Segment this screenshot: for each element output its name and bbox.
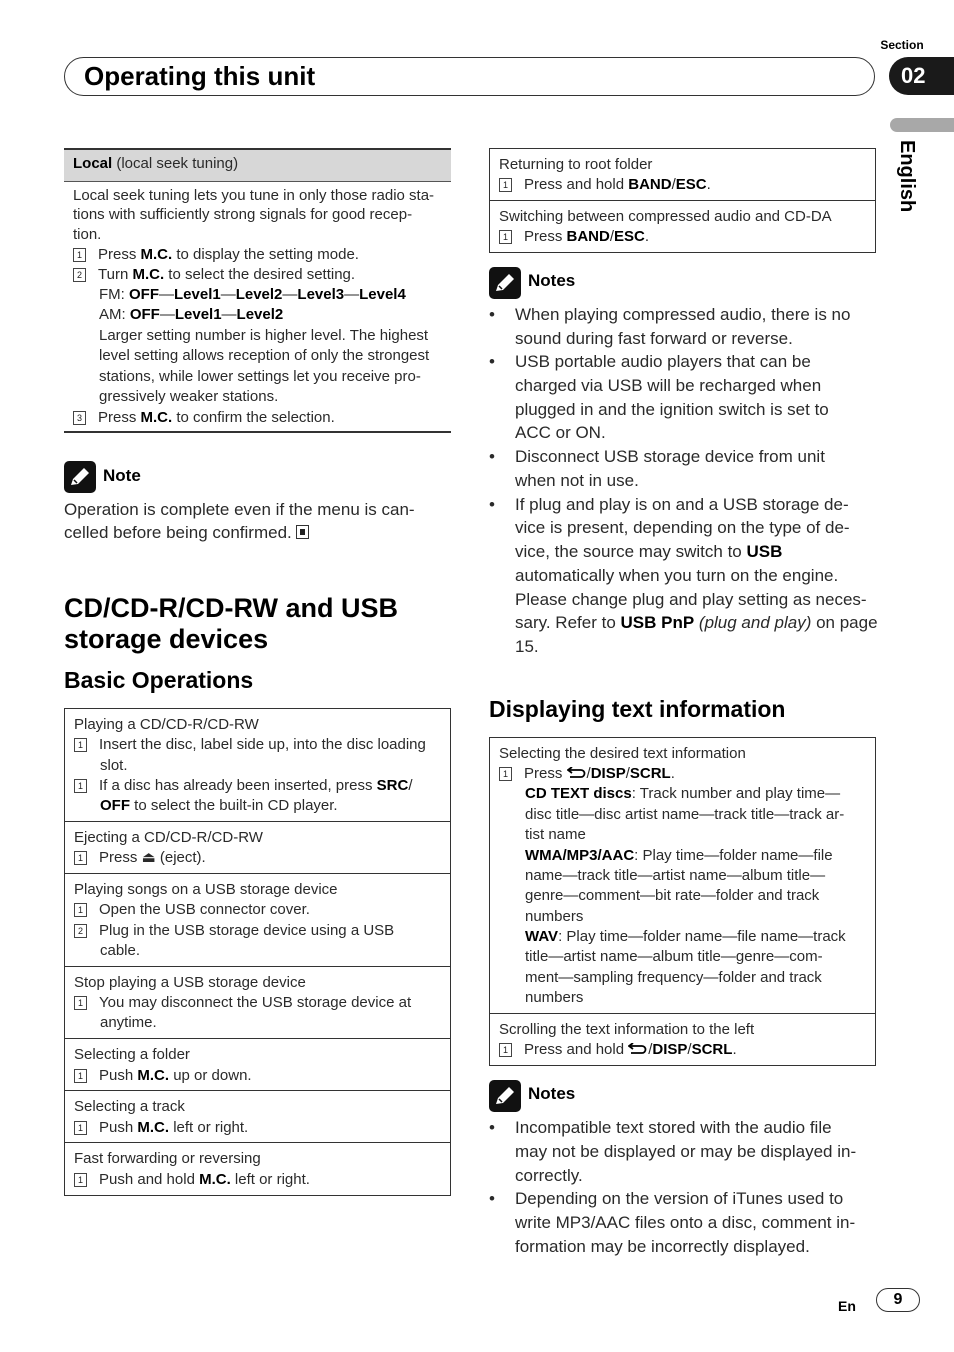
- cdtext-line-2: disc title—disc artist name—track title—track ar-: [525, 806, 845, 823]
- play-cd-step-1b-cont: OFF to select the built-in CD player.: [100, 797, 338, 814]
- local-step-2: 2 Turn M.C. to select the desired setting.: [73, 265, 355, 285]
- wav-line-2: title—artist name—album title—genre—com-: [525, 948, 823, 965]
- bullet: •: [489, 1189, 495, 1208]
- notes2-b2-line-2: write MP3/AAC files onto a disc, comment in-: [515, 1213, 856, 1232]
- bullet: •: [489, 305, 495, 324]
- notes2-b1-line-2: may not be displayed or may be displayed in-: [515, 1142, 857, 1161]
- wma-line-4: numbers: [525, 908, 584, 925]
- notes1-b1-line-2: sound during fast forward or reverse.: [515, 329, 793, 348]
- bullet: •: [489, 495, 495, 514]
- notes2-b1-line-1: Incompatible text stored with the audio file: [515, 1118, 832, 1137]
- notes1-b3-line-1: Disconnect USB storage device from unit: [515, 447, 825, 466]
- row-separator: [64, 1142, 451, 1143]
- row-separator: [64, 1090, 451, 1091]
- wma-line-2: name—track title—artist name—album title—: [525, 867, 826, 884]
- language-label: English: [896, 140, 918, 213]
- local-desc-line-3: tion.: [73, 226, 102, 243]
- notes1-b4-line-3: vice, the source may switch to USB: [515, 542, 783, 561]
- notes-title: Notes: [528, 271, 576, 290]
- root-folder-heading: Returning to root folder: [499, 156, 653, 173]
- bullet: •: [489, 447, 495, 466]
- play-cd-step-1b: 1 If a disc has already been inserted, press SRC/: [74, 776, 413, 796]
- notes1-b3-line-2: when not in use.: [515, 471, 639, 490]
- cd-section-title-line-2: storage devices: [64, 624, 269, 654]
- page-number: 9: [876, 1288, 920, 1312]
- displaying-text-heading: Displaying text information: [489, 696, 786, 722]
- usb-heading: Playing songs on a USB storage device: [74, 881, 338, 898]
- bullet: •: [489, 352, 495, 371]
- select-text-step-1: 1 Press /DISP/SCRL.: [499, 764, 675, 784]
- return-arrow-icon: [628, 1041, 648, 1058]
- cdtext-line-3: tist name: [525, 826, 586, 843]
- eject-step-1: 1 Press ⏏ (eject).: [74, 848, 206, 868]
- notes2-b2-line-3: formation may be incorrectly displayed.: [515, 1237, 810, 1256]
- switch-step-1: 1 Press BAND/ESC.: [499, 227, 649, 247]
- row-separator: [489, 200, 876, 201]
- note-line-2: celled before being confirmed.: [64, 521, 309, 544]
- basic-operations-heading: Basic Operations: [64, 667, 254, 693]
- section-label: Section: [880, 38, 924, 52]
- cd-section-title-line-1: CD/CD-R/CD-RW and USB: [64, 593, 398, 623]
- row-separator: [64, 1038, 451, 1039]
- section-number: 02: [889, 57, 954, 95]
- row-separator: [64, 821, 451, 822]
- scroll-step-1: 1 Press and hold /DISP/SCRL.: [499, 1040, 737, 1060]
- am-levels: AM: OFF—Level1—Level2: [99, 306, 284, 323]
- notes-title: Notes: [528, 1084, 576, 1103]
- select-text-heading: Selecting the desired text information: [499, 745, 746, 762]
- notes1-b2-line-4: ACC or ON.: [515, 423, 606, 442]
- switch-heading: Switching between compressed audio and CD-DA: [499, 208, 832, 225]
- note-line-1: Operation is complete even if the menu is can-: [64, 500, 415, 519]
- play-cd-step-1: 1 Insert the disc, label side up, into the disc loading: [74, 735, 426, 755]
- note-pencil-icon: [64, 461, 96, 493]
- play-cd-step-1-cont: slot.: [100, 757, 128, 774]
- usb-step-2-cont: cable.: [100, 942, 141, 959]
- usb-step-1: 1 Open the USB connector cover.: [74, 900, 310, 920]
- wav-line-4: numbers: [525, 989, 584, 1006]
- local-step-3: 3 Press M.C. to confirm the selection.: [73, 408, 335, 428]
- notes1-b4-line-6: sary. Refer to USB PnP (plug and play) on page: [515, 613, 878, 632]
- notes1-b4-line-5: Please change plug and play setting as neces-: [515, 590, 867, 609]
- wma-line-1: WMA/MP3/AAC: Play time—folder name—file: [525, 847, 833, 864]
- ff-step-1: 1 Push and hold M.C. left or right.: [74, 1170, 310, 1190]
- usb-step-2: 2 Plug in the USB storage device using a USB: [74, 921, 394, 941]
- larger-line-4: gressively weaker stations.: [99, 388, 279, 405]
- larger-line-1: Larger setting number is higher level. The highest: [99, 327, 429, 344]
- row-separator: [64, 873, 451, 874]
- folder-step-1: 1 Push M.C. up or down.: [74, 1066, 252, 1086]
- larger-line-2: level setting allows reception of only the strongest: [99, 347, 430, 364]
- row-separator: [489, 1013, 876, 1014]
- local-table-heading: Local (local seek tuning): [73, 155, 239, 172]
- language-tab: [890, 118, 954, 132]
- wma-line-3: genre—comment—bit rate—folder and track: [525, 887, 820, 904]
- row-separator: [64, 966, 451, 967]
- larger-line-3: stations, while lower settings let you receive pro-: [99, 368, 421, 385]
- notes1-b4-line-2: vice is present, depending on the type of de-: [515, 518, 850, 537]
- wav-line-1: WAV: Play time—folder name—file name—track: [525, 928, 846, 945]
- end-mark-icon: [296, 525, 309, 539]
- eject-heading: Ejecting a CD/CD-R/CD-RW: [74, 829, 263, 846]
- bullet: •: [489, 1118, 495, 1137]
- notes-pencil-icon: [489, 1080, 521, 1112]
- notes1-b2-line-1: USB portable audio players that can be: [515, 352, 811, 371]
- stop-usb-step-1-cont: anytime.: [100, 1014, 157, 1031]
- track-heading: Selecting a track: [74, 1098, 185, 1115]
- stop-usb-heading: Stop playing a USB storage device: [74, 974, 306, 991]
- local-desc-line-1: Local seek tuning lets you tune in only those radio sta-: [73, 187, 435, 204]
- notes1-b4-line-7: 15.: [515, 637, 539, 656]
- stop-usb-step-1: 1 You may disconnect the USB storage device at: [74, 993, 411, 1013]
- footer-language: En: [838, 1298, 856, 1314]
- notes-pencil-icon: [489, 267, 521, 299]
- fm-levels: FM: OFF—Level1—Level2—Level3—Level4: [99, 286, 406, 303]
- play-cd-heading: Playing a CD/CD-R/CD-RW: [74, 716, 259, 733]
- notes1-b2-line-3: plugged in and the ignition switch is set to: [515, 400, 829, 419]
- wav-line-3: ment—sampling frequency—folder and track: [525, 969, 822, 986]
- return-arrow-icon: [567, 765, 587, 782]
- note-title: Note: [103, 466, 141, 485]
- folder-heading: Selecting a folder: [74, 1046, 190, 1063]
- notes2-b2-line-1: Depending on the version of iTunes used to: [515, 1189, 844, 1208]
- notes1-b4-line-4: automatically when you turn on the engine.: [515, 566, 839, 585]
- notes1-b4-line-1: If plug and play is on and a USB storage de-: [515, 495, 849, 514]
- local-step-1: 1 Press M.C. to display the setting mode.: [73, 245, 359, 265]
- notes1-b1-line-1: When playing compressed audio, there is no: [515, 305, 851, 324]
- eject-icon: ⏏: [141, 849, 156, 866]
- track-step-1: 1 Push M.C. left or right.: [74, 1118, 248, 1138]
- notes2-b1-line-3: correctly.: [515, 1166, 583, 1185]
- notes1-b2-line-2: charged via USB will be recharged when: [515, 376, 822, 395]
- scroll-heading: Scrolling the text information to the left: [499, 1021, 755, 1038]
- root-folder-step-1: 1 Press and hold BAND/ESC.: [499, 175, 711, 195]
- local-desc-line-2: tions with sufficiently strong signals for good recep-: [73, 206, 413, 223]
- ff-heading: Fast forwarding or reversing: [74, 1150, 261, 1167]
- page-title: Operating this unit: [84, 61, 316, 91]
- cdtext-line-1: CD TEXT discs: Track number and play time—: [525, 785, 841, 802]
